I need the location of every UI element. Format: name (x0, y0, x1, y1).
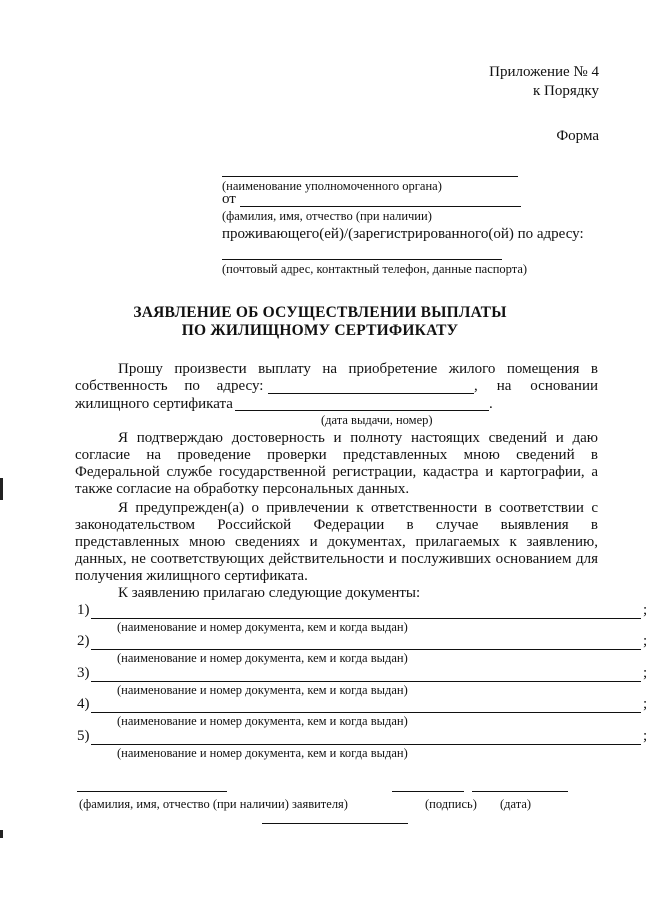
document-title-line1: ЗАЯВЛЕНИЕ ОБ ОСУЩЕСТВЛЕНИИ ВЫПЛАТЫ (133, 304, 507, 321)
confirm-line-4: также согласие на обработку персональных данных. (75, 481, 410, 497)
document-number: 2) (77, 633, 90, 649)
document-end: ; (643, 728, 647, 744)
attachments-intro: К заявлению прилагаю следующие документы: (118, 585, 421, 601)
request-line3-end: . (489, 396, 493, 412)
from-label: от (222, 191, 236, 207)
request-text-1: Прошу произвести выплату на приобретение жилого помещения в (118, 361, 598, 377)
address-hint: (почтовый адрес, контактный телефон, данные паспорта) (222, 262, 528, 276)
date-line[interactable] (472, 791, 568, 792)
request-line2-tail: , на основании (474, 378, 598, 394)
document-entry-line[interactable] (91, 712, 641, 713)
confirm-line-3: Федеральной службе государственной регистрации, кадастра и картографии, а (75, 464, 598, 480)
form-label: Форма (556, 128, 599, 144)
document-hint: (наименование и номер документа, кем и когда выдан) (117, 620, 408, 634)
document-number: 1) (77, 602, 90, 618)
address-line[interactable] (222, 259, 502, 260)
binding-mark-top (0, 478, 3, 500)
document-hint: (наименование и номер документа, кем и когда выдан) (117, 714, 408, 728)
document-title-line2: ПО ЖИЛИЩНОМУ СЕРТИФИКАТУ (181, 322, 459, 339)
document-row-3 (77, 665, 647, 683)
warn-line-1: Я предупрежден(а) о привлечении к ответственности в соответствии с (118, 500, 598, 516)
applicant-fullname-hint: (фамилия, имя, отчество (при наличии) заявителя) (79, 797, 348, 811)
document-hint: (наименование и номер документа, кем и когда выдан) (117, 651, 408, 665)
applicant-name-line[interactable] (240, 206, 521, 207)
confirm-line-1: Я подтверждаю достоверность и полноту настоящих сведений и даю (118, 430, 598, 446)
request-line1 (118, 361, 598, 378)
property-address-line[interactable] (268, 393, 474, 394)
document-end: ; (643, 633, 647, 649)
document-hint: (наименование и номер документа, кем и когда выдан) (117, 746, 408, 760)
applicant-name-hint: (фамилия, имя, отчество (при наличии) (222, 209, 432, 223)
warn-line-3: представленных мною сведениях и документах, прилагаемых к заявлению, (75, 534, 598, 550)
document-end: ; (643, 665, 647, 681)
document-entry-line[interactable] (91, 744, 641, 745)
certificate-date-hint: (дата выдачи, номер) (321, 413, 433, 427)
warn-line-5: получения жилищного сертификата. (75, 568, 308, 584)
warn-line-2: законодательством Российской Федерации в случае выявления в (75, 517, 598, 533)
confirm-line-2: согласие на проведение проверки представленных мною сведений в (75, 447, 598, 463)
binding-mark-bottom (0, 830, 3, 838)
document-row-5 (77, 728, 647, 746)
certificate-line[interactable] (235, 410, 489, 411)
applicant-fullname-line[interactable] (77, 791, 227, 792)
signature-line[interactable] (392, 791, 464, 792)
document-row-1 (77, 602, 647, 620)
document-number: 5) (77, 728, 90, 744)
warn-line-4: данных, не соответствующих действительности и послуживших основанием для (75, 551, 598, 567)
document-number: 4) (77, 696, 90, 712)
document-end: ; (643, 602, 647, 618)
request-line2-label: собственность по адресу: (75, 378, 264, 394)
request-line3-label: жилищного сертификата (75, 396, 233, 412)
org-name-hint: (наименование уполномоченного органа) (222, 179, 442, 193)
appendix-number: Приложение № 4 (489, 64, 599, 80)
appendix-order: к Порядку (533, 83, 599, 99)
document-number: 3) (77, 665, 90, 681)
signature-hint: (подпись) (425, 797, 477, 811)
document-entry-line[interactable] (91, 649, 641, 650)
bottom-line (262, 823, 408, 824)
document-end: ; (643, 696, 647, 712)
org-name-line[interactable] (222, 176, 518, 177)
document-row-2 (77, 633, 647, 651)
document-entry-line[interactable] (91, 681, 641, 682)
date-hint: (дата) (500, 797, 532, 811)
document-hint: (наименование и номер документа, кем и когда выдан) (117, 683, 408, 697)
residing-label: проживающего(ей)/(зарегистрированного(ой) по адресу: (222, 226, 584, 242)
document-row-4 (77, 696, 647, 714)
document-entry-line[interactable] (91, 618, 641, 619)
